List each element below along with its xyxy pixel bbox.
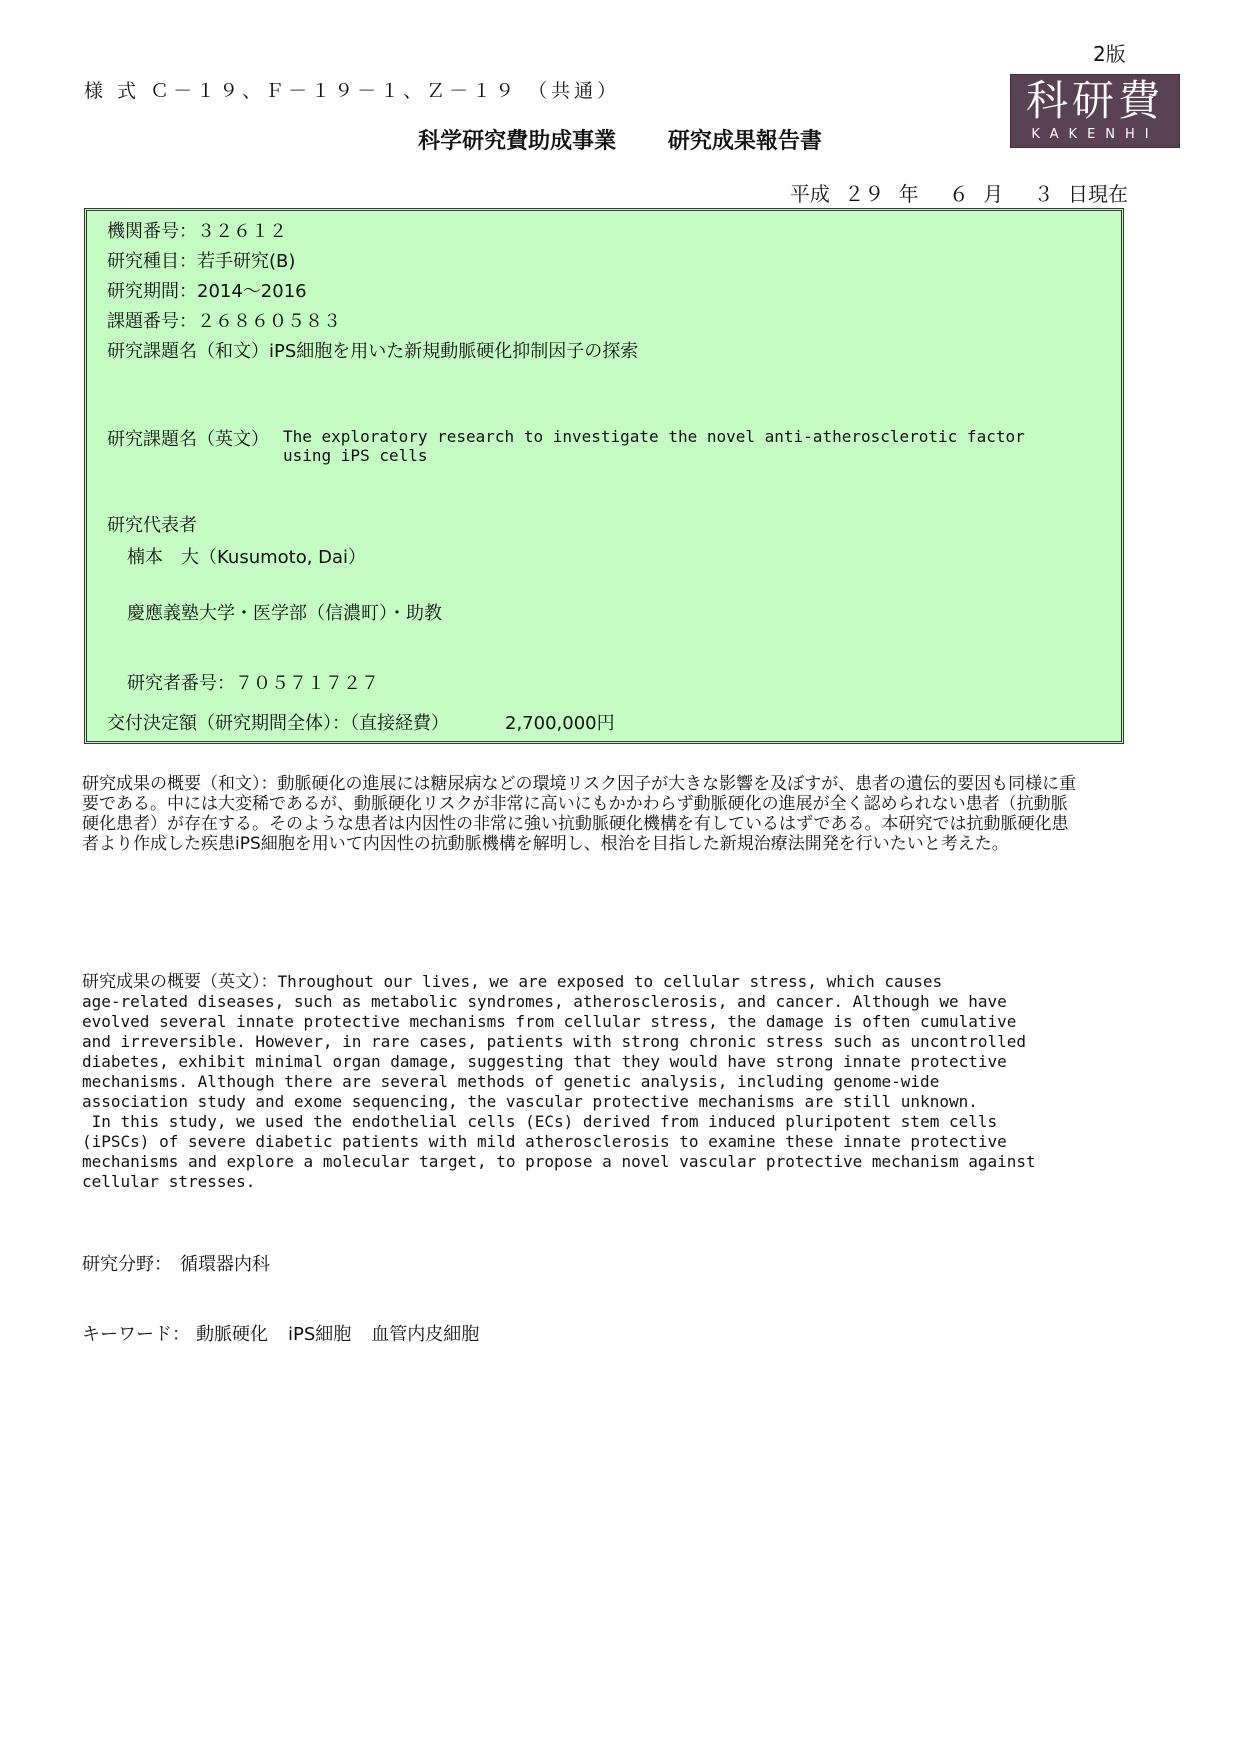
date-day: ３ bbox=[1033, 182, 1054, 206]
institution-row bbox=[107, 217, 287, 243]
researcher-number-row bbox=[127, 669, 379, 695]
category-row bbox=[107, 247, 295, 273]
research-field-label: 研究分野： bbox=[82, 1254, 172, 1275]
logo-kanji: 科研費 bbox=[1025, 76, 1164, 125]
keywords-row bbox=[82, 1320, 499, 1346]
summary-ja bbox=[82, 774, 1082, 854]
summary-ja-label: 研究成果の概要（和文）： bbox=[82, 774, 278, 794]
category-value: 若手研究(B) bbox=[197, 251, 296, 272]
grant-label: 交付決定額（研究期間全体）：（直接経費） bbox=[107, 713, 449, 734]
representative-name: 楠本 大（Kusumoto, Dai） bbox=[127, 547, 367, 568]
project-number-label: 課題番号： bbox=[107, 311, 197, 332]
title-en-value: The exploratory research to investigate the novel anti-atherosclerotic factor using iPS cells bbox=[283, 427, 1025, 465]
research-field-row bbox=[82, 1250, 270, 1276]
project-number-value: ２６８６０５８３ bbox=[197, 311, 341, 332]
summary-en-label: 研究成果の概要（英文）： bbox=[82, 972, 278, 992]
researcher-number-value: ７０５７１７２７ bbox=[235, 673, 379, 694]
period-value: 2014～2016 bbox=[197, 281, 307, 302]
researcher-number-label: 研究者番号： bbox=[127, 673, 235, 694]
title-en-label: 研究課題名（英文） bbox=[107, 429, 269, 450]
keyword-item: 動脈硬化 bbox=[196, 1324, 268, 1345]
title-program: 科学研究費助成事業 bbox=[418, 129, 617, 154]
project-number-row bbox=[107, 307, 341, 333]
institution-label: 機関番号： bbox=[107, 221, 197, 242]
date-year: ２９ bbox=[844, 182, 885, 206]
period-row bbox=[107, 277, 307, 303]
period-label: 研究期間： bbox=[107, 281, 197, 302]
title-ja-row bbox=[107, 337, 638, 363]
category-label: 研究種目： bbox=[107, 251, 197, 272]
research-field-value: 循環器内科 bbox=[180, 1254, 270, 1275]
version-label: 2版 bbox=[1093, 42, 1126, 66]
keywords-label: キーワード： bbox=[82, 1324, 190, 1345]
summary-en bbox=[82, 972, 1092, 1192]
date-day-unit: 日現在 bbox=[1068, 182, 1128, 206]
title-report: 研究成果報告書 bbox=[667, 129, 822, 154]
title-en-row bbox=[107, 425, 269, 451]
form-id: 様 式 Ｃ－１９、Ｆ－１９－１、Ｚ－１９ （共通） bbox=[84, 80, 621, 102]
representative-label: 研究代表者 bbox=[107, 515, 197, 536]
summary-en-text: Throughout our lives, we are exposed to cellular stress, which causes age-related diseases, such as metabolic syndromes, atherosclerosis, and cancer. Although we have evolved several innate protective mechanisms from cellular stress, the damage is often cumulative and irreversible. However, in rare cases, patients with strong chronic stress such as uncontrolled diabetes, exhibit minimal organ damage, suggesting that they would have strong innate protective mechanisms. Although there are several methods of genetic analysis, including genome-wide association study and exome sequencing, the vascular protective mechanisms are still unknown. In this study, we used the endothelial cells (ECs) derived from induced pluripotent stem cells (iPSCs) of severe diabetic patients with mild atherosclerosis to examine these innate protective mechanisms and explore a molecular target, to propose a novel vascular protective mechanism against cellular stresses. bbox=[82, 972, 1036, 1191]
title-ja-value: iPS細胞を用いた新規動脈硬化抑制因子の探索 bbox=[269, 341, 639, 362]
date-era: 平成 bbox=[789, 182, 830, 206]
representative-affiliation: 慶應義塾大学・医学部（信濃町）・助教 bbox=[127, 603, 442, 624]
institution-value: ３２６１２ bbox=[197, 221, 287, 242]
kakenhi-logo bbox=[1010, 74, 1180, 148]
summary-ja-text: 動脈硬化の進展には糖尿病などの環境リスク因子が大きな影響を及ぼすが、患者の遺伝的要因も同様に重要である。中には大変稀であるが、動脈硬化リスクが非常に高いにもかかわらず動脈硬化の進展が全く認められない患者（抗動脈硬化患者）が存在する。そのような患者は内因性の非常に強い抗動脈硬化機構を有しているはずである。本研究では抗動脈硬化患者より作成した疾患iPS細胞を用いて内因性の抗動脈機構を解明し、根治を目指した新規治療法開発を行いたいと考えた。 bbox=[82, 774, 1077, 854]
grant-value: 2,700,000円 bbox=[505, 713, 615, 734]
report-date bbox=[782, 178, 1128, 207]
project-info-box bbox=[84, 208, 1124, 744]
keyword-item: 血管内皮細胞 bbox=[371, 1324, 480, 1345]
logo-roman: KAKENHI bbox=[1031, 127, 1159, 142]
date-year-unit: 年 bbox=[898, 182, 919, 206]
date-month-unit: 月 bbox=[983, 182, 1004, 206]
date-month: ６ bbox=[948, 182, 969, 206]
keyword-item: iPS細胞 bbox=[288, 1324, 352, 1345]
grant-row bbox=[107, 709, 615, 735]
title-ja-label: 研究課題名（和文） bbox=[107, 341, 269, 362]
